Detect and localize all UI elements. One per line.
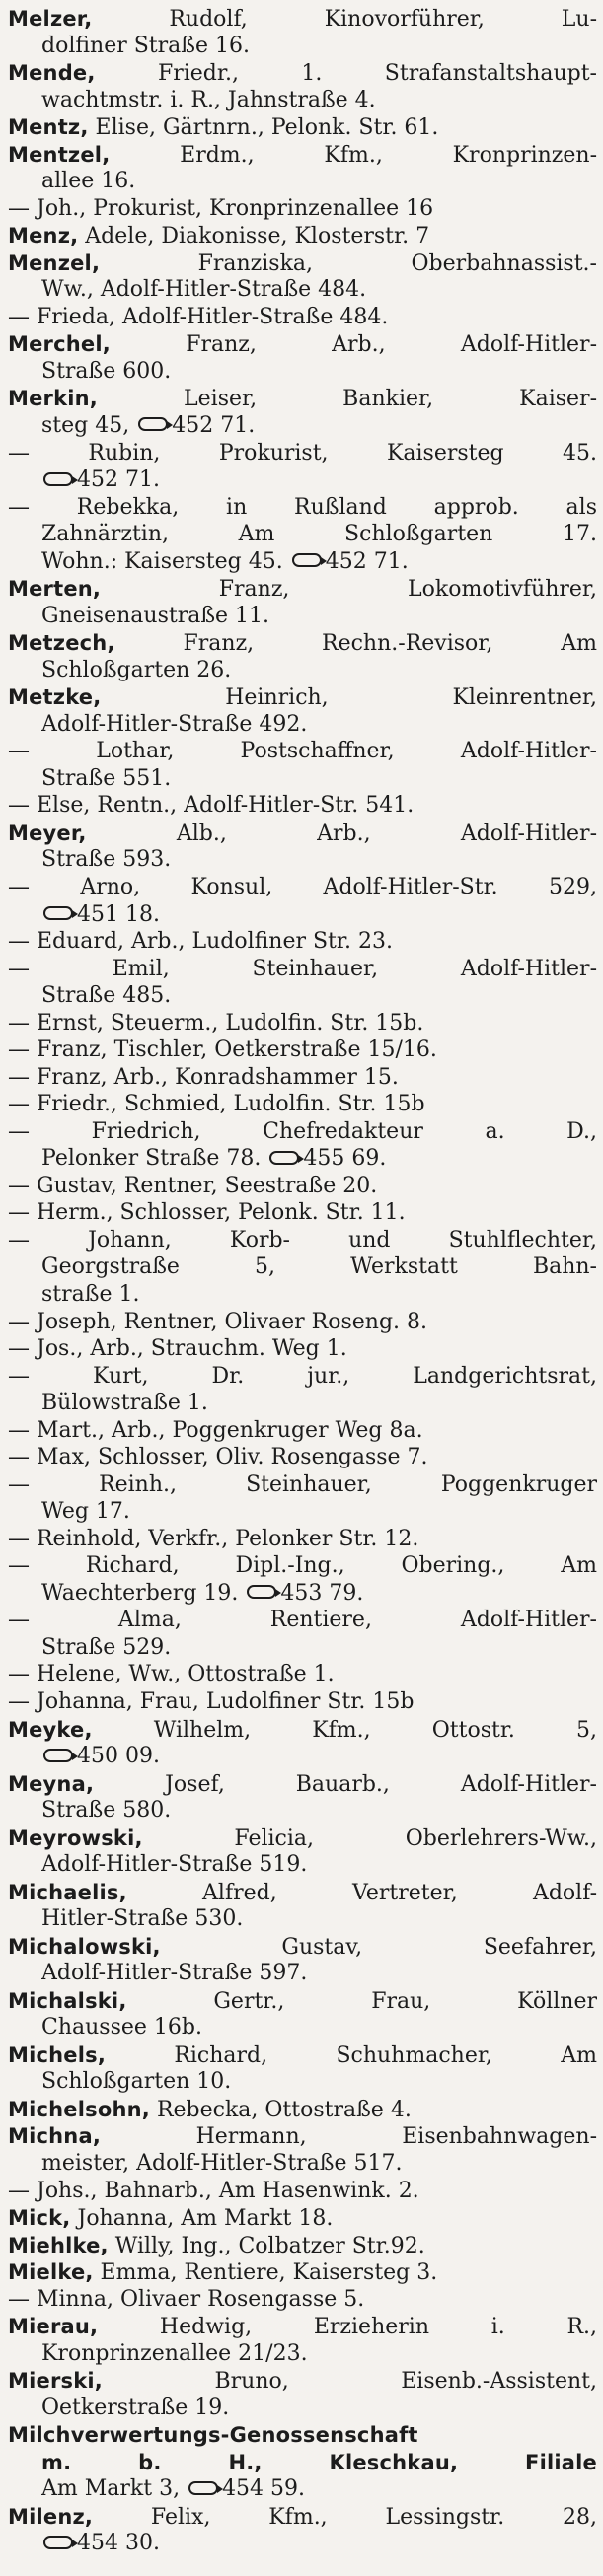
phone-number: 454 59. [222, 2476, 306, 2502]
entry-subline [8, 1198, 597, 1228]
entry-details: Straße 485. [41, 983, 172, 1009]
entry-details: Felix, Kfm., Lessingstr. 28, [93, 2504, 597, 2530]
entry-subline [8, 1090, 597, 1119]
entry-line [8, 819, 597, 848]
entry-details: — Helene, Ww., Ottostraße 1. [8, 1662, 335, 1687]
entry-details: Georgstraße 5, Werkstatt Bahn- [41, 1254, 597, 1280]
entry-name: Mierski, [8, 2369, 103, 2394]
entry-details: — Jos., Arb., Strauchm. Weg 1. [8, 1336, 347, 1362]
entry-details: Elise, Gärtnrn., Pelonk. Str. 61. [88, 115, 439, 141]
entry-line [8, 1715, 597, 1745]
telephone-icon [43, 906, 73, 920]
entry-line [8, 2040, 597, 2070]
entry-details: Zahnärztin, Am Schloßgarten 17. [41, 522, 597, 547]
entry-details: Bülowstraße 1. [41, 1391, 208, 1416]
entry-line [8, 1932, 597, 1962]
entry-subline [8, 955, 597, 984]
entry-details: Straße 551. [41, 765, 172, 791]
entry-details: Hedwig, Erzieherin i. R., [98, 2315, 597, 2340]
entry-details: — Richard, Dipl.-Ing., Obering., Am [8, 1553, 597, 1579]
entry-continuation [41, 900, 597, 930]
entry-continuation [41, 32, 597, 61]
entry-details: Adolf-Hitler-Straße 597. [41, 1961, 308, 1986]
entry-continuation [41, 1633, 597, 1663]
entry-line [8, 2231, 597, 2260]
entry-details: — Lothar, Postschaffner, Adolf-Hitler- [8, 739, 597, 764]
entry-line [8, 2095, 597, 2124]
entry-name: Mick, [8, 2206, 71, 2231]
entry-details: Richard, Schuhmacher, Am [106, 2042, 597, 2068]
telephone-icon [43, 1749, 73, 1762]
entry-details: Straße 593. [41, 847, 172, 873]
entry-details: — Franz, Arb., Konradshammer 15. [8, 1064, 399, 1090]
entry-subline [8, 1308, 597, 1337]
entry-continuation [41, 845, 597, 875]
entry-line [8, 140, 597, 170]
entry-details: Schloßgarten 26. [41, 657, 232, 682]
entry-name: Merten, [8, 577, 102, 602]
entry-details: — Emil, Steinhauer, Adolf-Hitler- [8, 956, 597, 981]
entry-subline [8, 194, 597, 224]
entry-details: Wilhelm, Kfm., Ottostr. 5, [92, 1717, 597, 1743]
entry-line [8, 249, 597, 278]
entry-line [8, 4, 597, 34]
entry-name: Michels, [8, 2042, 107, 2067]
entry-details: steg 45, [41, 412, 130, 438]
entry-name: Milenz, [8, 2504, 94, 2529]
entry-line [8, 2420, 597, 2450]
entry-subline [8, 2285, 597, 2315]
entry-details: Leiser, Bankier, Kaiser- [98, 387, 597, 412]
entry-name: Michaelis, [8, 1880, 127, 1904]
entry-details: — Alma, Rentiere, Adolf-Hitler- [8, 1608, 597, 1633]
entry-name: Merkin, [8, 387, 98, 411]
entry-name: Metzech, [8, 631, 115, 656]
entry-continuation [41, 1796, 597, 1825]
entry-continuation [41, 2149, 597, 2179]
entry-subline [8, 737, 597, 766]
entry-details: Am Markt 3, [41, 2476, 181, 2502]
entry-name: Menz, [8, 224, 79, 249]
entry-subline [8, 1063, 597, 1093]
entry-continuation [41, 275, 597, 305]
entry-line [8, 682, 597, 712]
entry-continuation [41, 2474, 597, 2504]
entry-continuation [41, 1144, 597, 1174]
phone-number: 452 71. [172, 412, 256, 438]
entry-details: Franz, Lokomotivführer, [101, 577, 597, 603]
entry-line [8, 329, 597, 359]
entry-continuation [41, 411, 597, 441]
entry-subline [8, 927, 597, 957]
entry-continuation [41, 2394, 597, 2423]
entry-name: Meyrowski, [8, 1825, 143, 1850]
entry-details: meister, Adolf-Hitler-Straße 517. [41, 2151, 403, 2177]
entry-continuation [41, 465, 597, 495]
entry-line [8, 1769, 597, 1799]
entry-name: Meyke, [8, 1717, 93, 1742]
entry-subline [8, 439, 597, 468]
entry-continuation [41, 981, 597, 1011]
entry-details: Kronprinzenallee 21/23. [41, 2340, 308, 2366]
entry-line [8, 574, 597, 604]
entry-subline [8, 873, 597, 902]
entry-line [8, 2203, 597, 2233]
entry-continuation [41, 1959, 597, 1988]
entry-name: Mielke, [8, 2260, 94, 2285]
entry-details: Schloßgarten 10. [41, 2069, 232, 2095]
entry-name: Michalowski, [8, 1934, 161, 1959]
entry-details: Franziska, Oberbahnassist.- [100, 250, 597, 276]
phone-number: 451 18. [77, 901, 160, 927]
entry-name: Meyer, [8, 821, 87, 845]
phone-number: 452 71. [77, 467, 160, 493]
entry-details: — Frieda, Adolf-Hitler-Straße 484. [8, 304, 389, 329]
entry-line [8, 384, 597, 413]
telephone-icon [43, 472, 73, 486]
entry-name: Merchel, [8, 332, 111, 357]
entry-subline [8, 1443, 597, 1472]
entry-details: — Rebekka, in Rußland approb. als [8, 494, 597, 520]
entry-details: Alb., Arb., Adolf-Hitler- [86, 821, 597, 846]
entry-details: — Herm., Schlosser, Pelonk. Str. 11. [8, 1200, 406, 1226]
entry-name: Mierau, [8, 2315, 99, 2339]
entry-details: — Gustav, Rentner, Seestraße 20. [8, 1173, 378, 1198]
entry-details: Adele, Diakonisse, Klosterstr. 7 [78, 224, 430, 250]
telephone-icon [292, 553, 322, 567]
telephone-icon [138, 417, 168, 431]
entry-continuation [41, 2013, 597, 2042]
entry-continuation [41, 1742, 597, 1771]
entry-details: wachtmstr. i. R., Jahnstraße 4. [41, 87, 376, 112]
entry-subline [8, 1687, 597, 1717]
entry-details: Ww., Adolf-Hitler-Straße 484. [41, 277, 367, 303]
entry-details: Adolf-Hitler-Straße 492. [41, 711, 308, 737]
entry-details: — Kurt, Dr. jur., Landgerichtsrat, [8, 1363, 597, 1389]
entry-details: — Friedrich, Chefredakteur a. D., [8, 1118, 597, 1144]
entry-continuation [41, 2529, 597, 2558]
entry-details: Wohn.: Kaisersteg 45. [41, 548, 283, 574]
entry-continuation [41, 1252, 597, 1282]
entry-line [8, 2257, 597, 2287]
entry-line [8, 1878, 597, 1907]
entry-details: — Reinh., Steinhauer, Poggenkruger [8, 1471, 597, 1497]
entry-details: Weg 17. [41, 1499, 130, 1525]
entry-continuation [41, 764, 597, 794]
entry-continuation [41, 656, 597, 685]
entry-subline [8, 1172, 597, 1201]
entry-details: — Rubin, Prokurist, Kaisersteg 45. [8, 440, 597, 465]
entry-continuation [41, 86, 597, 115]
entry-continuation [41, 1497, 597, 1527]
entry-details: Gustav, Seefahrer, [160, 1934, 597, 1960]
entry-name: Mende, [8, 61, 96, 86]
entry-details: dolfiner Straße 16. [41, 33, 250, 58]
entry-details: Franz, Arb., Adolf-Hitler- [110, 332, 597, 358]
entry-details: Franz, Rechn.-Revisor, Am [114, 631, 597, 657]
entry-details: Rudolf, Kinovorführer, Lu- [92, 7, 597, 32]
entry-continuation [41, 710, 597, 740]
entry-name: Metzke, [8, 685, 102, 710]
entry-subline [8, 303, 597, 332]
entry-subline [8, 1117, 597, 1147]
entry-details: Alfred, Vertreter, Adolf- [126, 1880, 597, 1905]
entry-name: Melzer, [8, 7, 93, 31]
phone-number: 452 71. [325, 548, 409, 574]
entry-line [8, 1824, 597, 1853]
entry-details: Gertr., Frau, Köllner [126, 1988, 597, 2014]
entry-subline [8, 493, 597, 523]
entry-details: m. b. H., Kleschkau, Filiale [41, 2450, 597, 2474]
entry-details: Gneisenaustraße 11. [41, 603, 270, 628]
entry-details: — Max, Schlosser, Oliv. Rosengasse 7. [8, 1445, 428, 1470]
entry-details: Adolf-Hitler-Straße 519. [41, 1852, 308, 1878]
entry-subline [8, 2177, 597, 2206]
entry-subline [8, 1416, 597, 1446]
entry-continuation [41, 1389, 597, 1418]
entry-name: Mentz, [8, 115, 89, 140]
entry-details: — Mart., Arb., Poggenkruger Weg 8a. [8, 1417, 423, 1443]
entry-line [8, 2121, 597, 2151]
entry-subline [8, 791, 597, 821]
entry-details: Bruno, Eisenb.-Assistent, [102, 2369, 597, 2395]
telephone-icon [188, 2481, 218, 2495]
entry-name: Michelsohn, [8, 2097, 150, 2121]
entry-details: Oetkerstraße 19. [41, 2395, 230, 2420]
entry-name: Milchverwertungs-Genossenschaft [8, 2423, 418, 2448]
entry-details: Waechterberg 19. [41, 1580, 239, 1606]
entry-subline [8, 1551, 597, 1581]
entry-details: Straße 600. [41, 358, 172, 384]
entry-name: Michalski, [8, 1988, 127, 2013]
entry-details: — Johanna, Frau, Ludolfiner Str. 15b [8, 1688, 415, 1714]
entry-continuation [41, 520, 597, 549]
entry-details: — Reinhold, Verkfr., Pelonker Str. 12. [8, 1526, 419, 1551]
entry-details: — Friedr., Schmied, Ludolfin. Str. 15b [8, 1092, 425, 1117]
entry-details: Johanna, Am Markt 18. [70, 2206, 334, 2232]
telephone-icon [247, 1585, 276, 1599]
entry-continuation [41, 1904, 597, 1934]
entry-subline [8, 1660, 597, 1689]
entry-subline [8, 1036, 597, 1065]
entry-line [8, 2312, 597, 2341]
entry-details: Willy, Ing., Colbatzer Str.92. [108, 2233, 425, 2258]
entry-details: Felicia, Oberlehrers-Ww., [142, 1825, 597, 1851]
entry-line [8, 2502, 597, 2532]
entry-name: Mentzel, [8, 142, 111, 167]
telephone-icon [43, 2536, 73, 2549]
entry-details: — Johann, Korb- und Stuhlflechter, [8, 1227, 597, 1252]
entry-details: allee 16. [41, 169, 136, 194]
entry-subline [8, 1334, 597, 1364]
entry-continuation [41, 602, 597, 631]
entry-name: Miehlke, [8, 2233, 109, 2257]
entry-subline [8, 1470, 597, 1500]
entry-continuation [41, 1280, 597, 1310]
entry-details: Chaussee 16b. [41, 2015, 202, 2040]
entry-subline [8, 1226, 597, 1255]
entry-subline [8, 1362, 597, 1392]
entry-continuation [41, 167, 597, 196]
phone-number: 453 79. [280, 1580, 364, 1606]
phone-number: 454 30. [77, 2531, 160, 2556]
entry-continuation [41, 1850, 597, 1880]
entry-continuation [41, 2448, 597, 2477]
entry-line [8, 628, 597, 658]
entry-details: Josef, Bauarb., Adolf-Hitler- [94, 1771, 597, 1797]
entry-name: Meyna, [8, 1771, 95, 1796]
entry-subline [8, 1009, 597, 1038]
entry-details: Hitler-Straße 530. [41, 1906, 244, 1932]
entry-details: Erdm., Kfm., Kronprinzen- [110, 142, 597, 168]
entry-name: Menzel, [8, 250, 101, 275]
entry-line [8, 2366, 597, 2396]
entry-details: — Else, Rentn., Adolf-Hitler-Str. 541. [8, 793, 415, 819]
entry-continuation [41, 357, 597, 387]
entry-details: — Joseph, Rentner, Olivaer Roseng. 8. [8, 1309, 428, 1334]
entry-continuation [41, 2067, 597, 2097]
entry-details: — Johs., Bahnarb., Am Hasenwink. 2. [8, 2178, 419, 2203]
entry-details: — Ernst, Steuerm., Ludolfin. Str. 15b. [8, 1010, 424, 1036]
entry-details: — Arno, Konsul, Adolf-Hitler-Str. 529, [8, 875, 597, 900]
entry-details: Friedr., 1. Strafanstaltshaupt- [95, 61, 597, 87]
entry-details: Heinrich, Kleinrentner, [101, 685, 597, 711]
entry-continuation [41, 2339, 597, 2369]
phone-number: 450 09. [77, 1744, 160, 1769]
entry-details: Rebecka, Ottostraße 4. [149, 2097, 412, 2122]
entry-continuation [41, 1579, 597, 1609]
entry-details: Hermann, Eisenbahnwagen- [101, 2124, 597, 2150]
entry-name: Michna, [8, 2124, 101, 2149]
entry-details: — Eduard, Arb., Ludolfiner Str. 23. [8, 929, 393, 955]
phone-number: 455 69. [303, 1146, 387, 1172]
entry-subline [8, 1525, 597, 1554]
entry-subline [8, 1606, 597, 1635]
entry-line [8, 112, 597, 142]
entry-details: Straße 529. [41, 1634, 172, 1660]
entry-line [8, 221, 597, 250]
telephone-icon [269, 1151, 299, 1165]
entry-details: Pelonker Straße 78. [41, 1146, 262, 1172]
entry-details: — Minna, Olivaer Rosengasse 5. [8, 2286, 365, 2312]
entry-details: — Joh., Prokurist, Kronprinzenallee 16 [8, 195, 434, 221]
entry-details: Straße 580. [41, 1798, 172, 1824]
entry-details: straße 1. [41, 1282, 140, 1307]
entry-details: Emma, Rentiere, Kaisersteg 3. [93, 2260, 438, 2286]
entry-continuation [41, 547, 597, 577]
entry-line [8, 1986, 597, 2016]
entry-line [8, 58, 597, 88]
entry-details: — Franz, Tischler, Oetkerstraße 15/16. [8, 1038, 437, 1063]
